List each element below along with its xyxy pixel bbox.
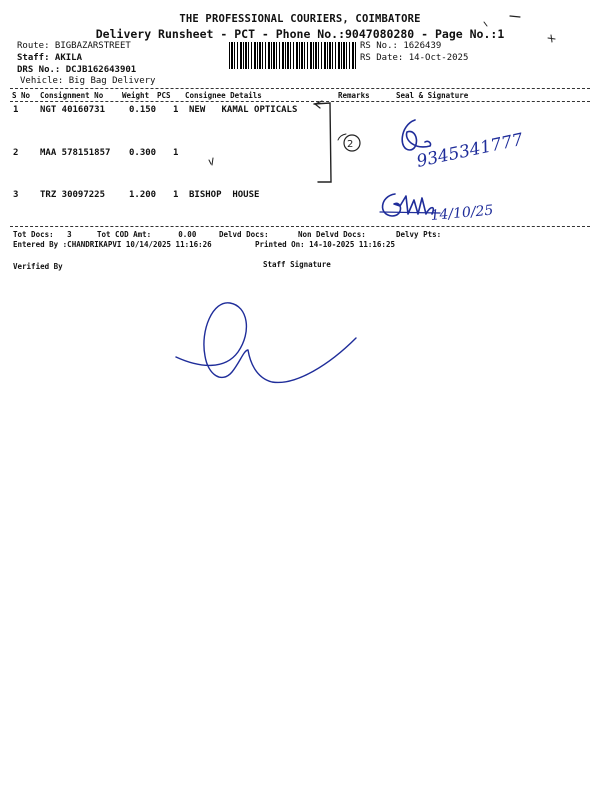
- row-1-pcs: 1: [173, 105, 179, 115]
- company-title: THE PROFESSIONAL COURIERS, COIMBATORE: [179, 13, 421, 25]
- col-header-sno: S No: [12, 91, 31, 100]
- staff-signature: [176, 303, 356, 383]
- route-field: Route: BIGBAZARSTREET: [17, 41, 131, 51]
- bracket-mark: [314, 103, 331, 182]
- delivered-docs: Delvd Docs:: [219, 230, 269, 239]
- entered-by: Entered By :CHANDRIKAPVI 10/14/2025 11:16:26: [13, 240, 212, 249]
- col-header-weight: Weight: [122, 91, 150, 100]
- rs-date: RS Date: 14-Oct-2025: [360, 53, 469, 63]
- remark-circle-text: 2: [347, 139, 354, 150]
- non-delivered-docs: Non Delvd Docs:: [298, 230, 366, 239]
- delivery-points: Delvy Pts:: [396, 230, 442, 239]
- signature-row-1: [402, 120, 430, 150]
- col-header-remarks: Remarks: [338, 91, 370, 100]
- row-3-weight: 1.200: [129, 190, 157, 200]
- row-2-weight: 0.300: [129, 148, 157, 158]
- col-header-pcs: PCS: [157, 91, 171, 100]
- col-header-consignee: Consignee Details: [185, 91, 262, 100]
- total-cod-amount: Tot COD Amt: 0.00: [97, 230, 197, 239]
- row-1-consignment: NGT 40160731: [40, 105, 106, 115]
- handwritten-date: 14/10/25: [429, 202, 494, 224]
- row-2-consignment: MAA 578151857: [40, 148, 111, 158]
- verified-by-label: Verified By: [13, 262, 63, 271]
- row-1-sno: 1: [13, 105, 19, 115]
- vehicle-field: Vehicle: Big Bag Delivery: [20, 76, 156, 86]
- rs-number: RS No.: 1626439: [360, 41, 442, 51]
- row-1-weight: 0.150: [129, 105, 157, 115]
- row-2-pcs: 1: [173, 148, 179, 158]
- col-header-consignment: Consignment No: [40, 91, 104, 100]
- row-3-consignment: TRZ 30097225: [40, 190, 106, 200]
- handwritten-phone: 9345341777: [414, 129, 525, 172]
- row-3-consignee: BISHOP HOUSE: [189, 190, 260, 200]
- total-docs: Tot Docs: 3: [13, 230, 72, 239]
- arrow-mark: [315, 101, 322, 108]
- staff-field: Staff: AKILA: [17, 53, 83, 63]
- staff-signature-label: Staff Signature: [263, 260, 331, 269]
- runsheet-title: Delivery Runsheet - PCT - Phone No.:9047080280 - Page No.:1: [95, 27, 505, 41]
- row-3-sno: 3: [13, 190, 19, 200]
- pen-mark: [548, 35, 555, 42]
- pen-mark: [510, 16, 520, 17]
- printed-on: Printed On: 14-10-2025 11:16:25: [255, 240, 395, 249]
- drs-number: DRS No.: DCJB162643901: [17, 65, 137, 75]
- col-header-seal: Seal & Signature: [396, 91, 469, 100]
- pen-mark: [484, 22, 487, 26]
- row-1-consignee: NEW KAMAL OPTICALS: [189, 105, 298, 115]
- tick-mark: [209, 158, 213, 165]
- row-3-pcs: 1: [173, 190, 179, 200]
- row-2-sno: 2: [13, 148, 19, 158]
